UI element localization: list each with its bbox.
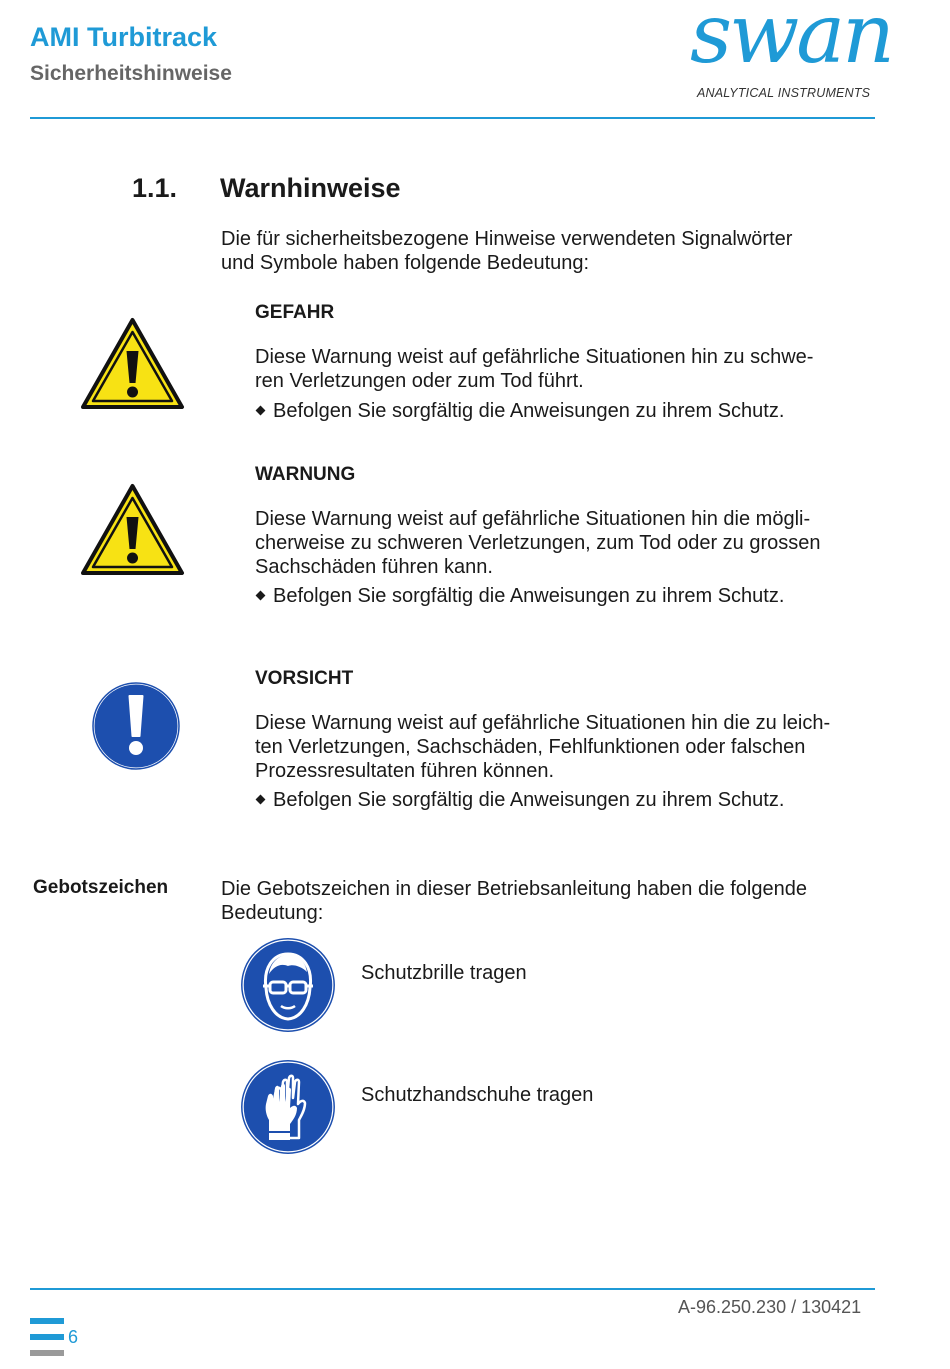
mandatory-label: Schutzbrille tragen	[361, 962, 527, 984]
bullet-item	[255, 584, 784, 608]
bullet-diamond-icon	[256, 590, 266, 600]
exclamation-circle-icon	[92, 682, 180, 770]
warning-triangle-icon	[80, 317, 185, 411]
description-line: cherweise zu schweren Verletzungen, zum Tod oder zu grossen	[255, 532, 821, 554]
footer-rule	[30, 1288, 875, 1290]
description-line: Diese Warnung weist auf gefährliche Situationen hin die zu leich-	[255, 712, 831, 734]
description-line: ren Verletzungen oder zum Tod führt.	[255, 370, 584, 392]
mandatory-label: Schutzhandschuhe tragen	[361, 1084, 594, 1106]
mandatory-intro	[221, 877, 807, 925]
header-rule	[30, 117, 875, 119]
document-title: AMI Turbitrack	[30, 22, 218, 52]
bullet-diamond-icon	[256, 794, 266, 804]
page-number: 6	[68, 1327, 79, 1347]
logo-tagline: ANALYTICAL INSTRUMENTS	[697, 86, 871, 100]
intro-line: und Symbole haben folgende Bedeutung:	[221, 252, 590, 274]
page-tab-bar	[30, 1334, 64, 1340]
section-title: Warnhinweise	[220, 173, 401, 203]
page-tab-bar	[30, 1350, 64, 1356]
bullet-text: Befolgen Sie sorgfältig die Anweisungen zu ihrem Schutz.	[273, 585, 785, 607]
warning-description	[255, 345, 813, 393]
signal-word-warnung: WARNUNG	[255, 464, 356, 485]
section-number: 1.1.	[132, 173, 178, 203]
page-tab-bar	[30, 1318, 64, 1324]
safety-goggles-icon	[241, 938, 335, 1032]
intro-line: Die für sicherheitsbezogene Hinweise verwendeten Signalwörter	[221, 228, 793, 250]
description-line: Diese Warnung weist auf gefährliche Situationen hin die mögli-	[255, 508, 811, 530]
description-line: Prozessresultaten führen können.	[255, 760, 555, 782]
warning-description	[255, 711, 830, 783]
bullet-diamond-icon	[256, 405, 266, 415]
protective-gloves-icon	[241, 1060, 335, 1154]
signal-word-gefahr: GEFAHR	[255, 302, 335, 323]
intro-line: Die Gebotszeichen in dieser Betriebsanleitung haben die folgende	[221, 878, 807, 900]
description-line: Diese Warnung weist auf gefährliche Situationen hin zu schwe-	[255, 346, 814, 368]
warning-description	[255, 507, 821, 579]
swan-logo: swan	[690, 0, 892, 82]
signal-word-vorsicht: VORSICHT	[255, 668, 354, 689]
bullet-item	[255, 399, 784, 423]
intro-line: Bedeutung:	[221, 902, 324, 924]
warning-triangle-icon	[80, 483, 185, 577]
description-line: Sachschäden führen kann.	[255, 556, 493, 578]
bullet-text: Befolgen Sie sorgfältig die Anweisungen zu ihrem Schutz.	[273, 400, 785, 422]
document-subtitle: Sicherheitshinweise	[30, 62, 232, 85]
bullet-text: Befolgen Sie sorgfältig die Anweisungen zu ihrem Schutz.	[273, 789, 785, 811]
document-code: A-96.250.230 / 130421	[678, 1297, 862, 1317]
description-line: ten Verletzungen, Sachschäden, Fehlfunktionen oder falschen	[255, 736, 806, 758]
bullet-item	[255, 788, 784, 812]
section-intro	[221, 227, 792, 275]
side-label-gebotszeichen: Gebotszeichen	[33, 877, 169, 898]
